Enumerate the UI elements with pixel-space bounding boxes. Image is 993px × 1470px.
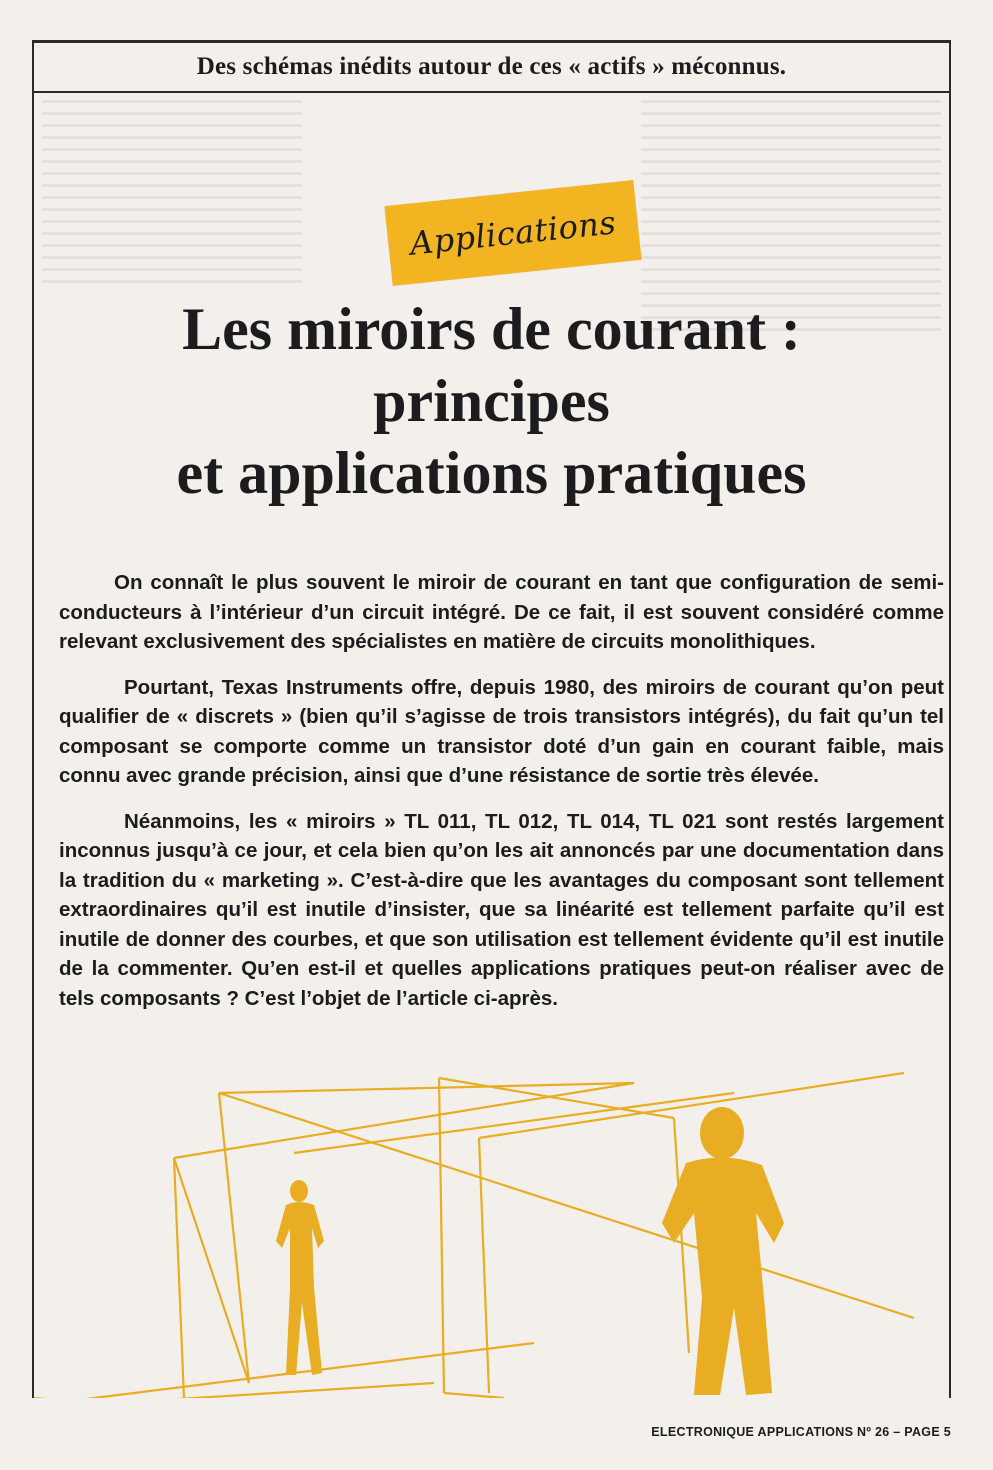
folio: ELECTRONIQUE APPLICATIONS Nº 26 – PAGE 5 xyxy=(651,1425,951,1439)
small-figure xyxy=(276,1180,324,1375)
kicker-band xyxy=(34,43,949,93)
mirror-figures-illustration xyxy=(34,1063,949,1398)
large-figure xyxy=(662,1107,784,1395)
page-frame xyxy=(32,40,951,1398)
perspective-frames xyxy=(34,1073,914,1398)
lead-paragraph-3: Néanmoins, les « miroirs » TL 011, TL 012, TL 014, TL 021 sont restés largement inconnus jusqu’à ce jour, et cela bien qu’on les ait annoncés par une documentation dans la tradition du « marketing ». C’est-à-dire que les avantages du composant sont tellement extraordinaires qu’il est inutile d’insister, que sa linéarité est tellement parfaite qu’il est inutile de donner des courbes, et que son utilisation est tellement évidente qu’il est inutile de la commenter. Qu’en est-il et quelles applications pratiques peut-on réaliser avec de tels composants ? C’est l’objet de l’article ci-après. xyxy=(59,809,944,1010)
lead-paragraphs xyxy=(59,568,944,1029)
headline-line-2: principes xyxy=(373,368,610,434)
headline-line-3: et applications pratiques xyxy=(176,440,807,506)
applications-tag xyxy=(385,180,642,286)
lead-paragraph-2: Pourtant, Texas Instruments offre, depuis 1980, des miroirs de courant qu’on peut qualifier de « discrets » (bien qu’il s’agisse de trois transistors intégrés), du fait qu’un tel composant se comporte comme un transistor doté d’un gain en courant faible, mais connu avec grande précision, ainsi que d’une résistance de sortie très élevée. xyxy=(59,675,944,787)
lead-paragraph-1: On connaît le plus souvent le miroir de courant en tant que configuration de semi-conducteurs à l’intérieur d’un circuit intégré. De ce fait, il est souvent considéré comme relevant exclusivement des spécialistes en matière de circuits monolithiques. xyxy=(59,571,944,653)
article-headline xyxy=(34,293,949,509)
applications-tag-label: Applications xyxy=(408,203,618,263)
headline-line-1: Les miroirs de courant : xyxy=(182,296,801,362)
kicker-line: Des schémas inédits autour de ces « actifs » méconnus. xyxy=(196,53,787,80)
